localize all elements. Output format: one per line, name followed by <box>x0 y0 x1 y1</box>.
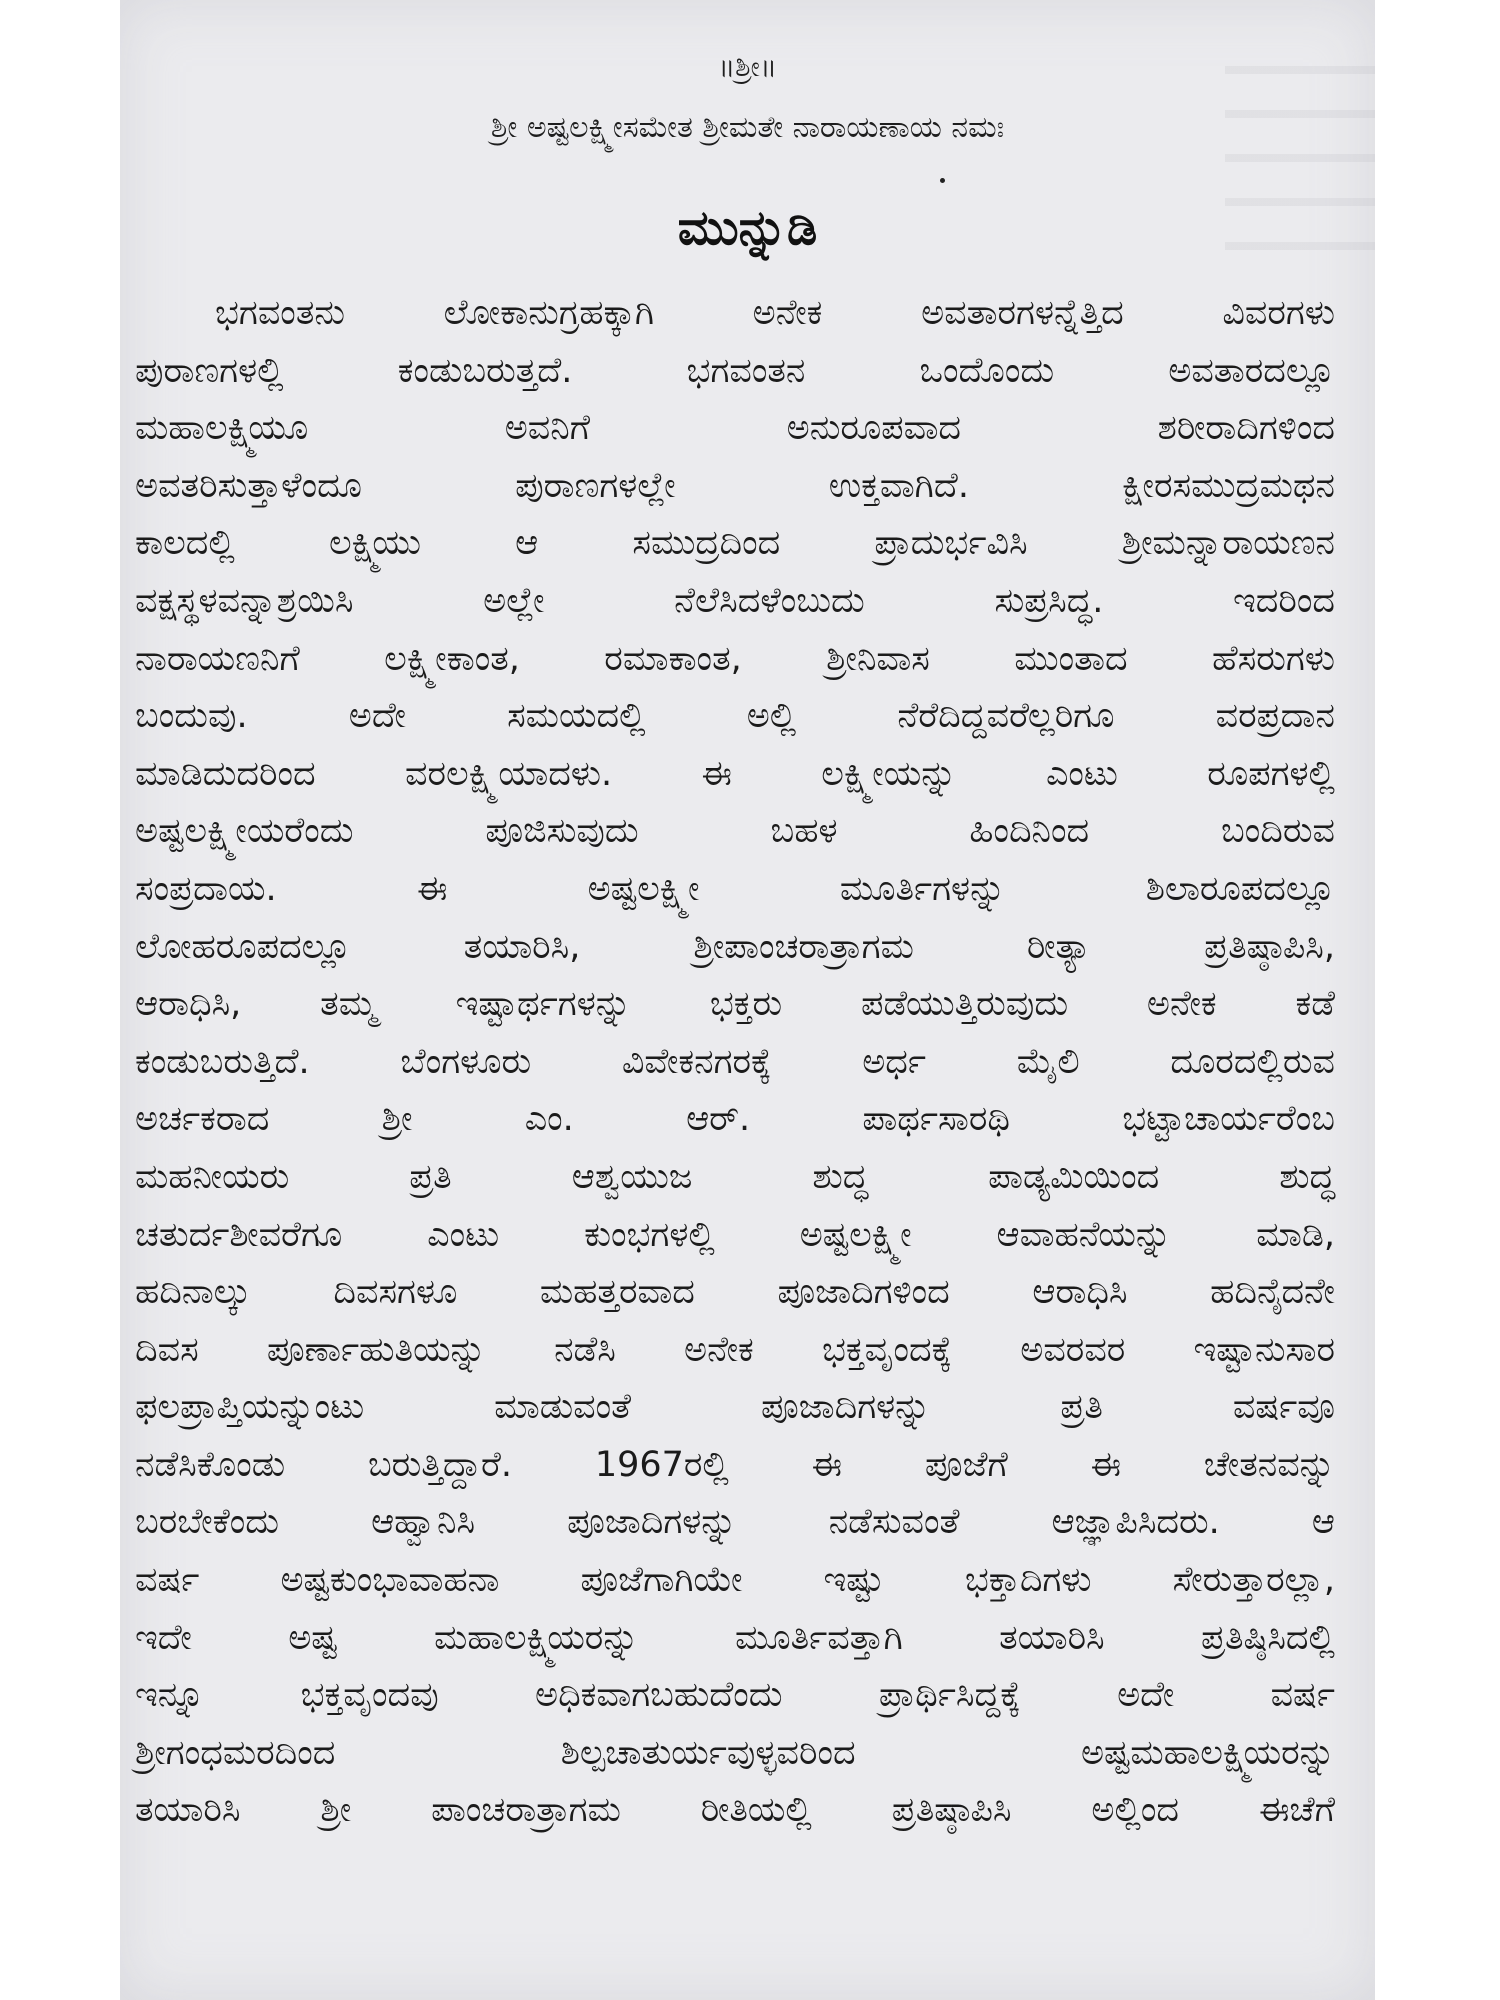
text-line: ಅವತರಿಸುತ್ತಾಳೆಂದೂ ಪುರಾಣಗಳಲ್ಲೇ ಉಕ್ತವಾಗಿದೆ. ಕ್ಷೀರಸಮುದ್ರಮಥನ <box>135 465 1335 506</box>
text-line: ಸಂಪ್ರದಾಯ. ಈ ಅಷ್ಟಲಕ್ಷ್ಮೀ ಮೂರ್ತಿಗಳನ್ನು ಶಿಲಾರೂಪದಲ್ಲೂ <box>135 868 1335 909</box>
text-line: ವಕ್ಷಸ್ಥಳವನ್ನಾಶ್ರಯಿಸಿ ಅಲ್ಲೇ ನೆಲೆಸಿದಳೆಂಬುದು ಸುಪ್ರಸಿದ್ಧ. ಇದರಿಂದ <box>135 580 1335 621</box>
text-line: ಬಂದುವು. ಅದೇ ಸಮಯದಲ್ಲಿ ಅಲ್ಲಿ ನೆರೆದಿದ್ದವರೆಲ್ಲರಿಗೂ ವರಪ್ರದಾನ <box>135 696 1335 737</box>
text-line: ಬರಬೇಕೆಂದು ಆಹ್ವಾನಿಸಿ ಪೂಜಾದಿಗಳನ್ನು ನಡೆಸುವಂತೆ ಆಜ್ಞಾಪಿಸಿದರು. ಆ <box>135 1502 1335 1543</box>
text-line: ವರ್ಷ ಅಷ್ಟಕುಂಭಾವಾಹನಾ ಪೂಜೆಗಾಗಿಯೇ ಇಷ್ಟು ಭಕ್ತಾದಿಗಳು ಸೇರುತ್ತಾರಲ್ಲಾ, <box>135 1560 1335 1601</box>
book-page <box>120 0 1375 2000</box>
text-line: ಕಾಲದಲ್ಲಿ ಲಕ್ಷ್ಮಿಯು ಆ ಸಮುದ್ರದಿಂದ ಪ್ರಾದುರ್ಭವಿಸಿ ಶ್ರೀಮನ್ನಾರಾಯಣನ <box>135 523 1335 564</box>
text-line: ಮಾಡಿದುದರಿಂದ ವರಲಕ್ಷ್ಮಿಯಾದಳು. ಈ ಲಕ್ಷ್ಮೀಯನ್ನು ಎಂಟು ರೂಪಗಳಲ್ಲಿ <box>135 753 1335 794</box>
text-line: ನಾರಾಯಣನಿಗೆ ಲಕ್ಷ್ಮೀಕಾಂತ, ರಮಾಕಾಂತ, ಶ್ರೀನಿವಾಸ ಮುಂತಾದ ಹೆಸರುಗಳು <box>135 638 1335 679</box>
ink-dot <box>940 178 945 183</box>
page-title: ಮುನ್ನುಡಿ <box>677 200 818 256</box>
text-line: ಫಲಪ್ರಾಪ್ತಿಯನ್ನುಂಟು ಮಾಡುವಂತೆ ಪೂಜಾದಿಗಳನ್ನು ಪ್ರತಿ ವರ್ಷವೂ <box>135 1387 1335 1428</box>
invocation: ॥ಶ್ರೀ॥ <box>718 50 777 83</box>
body-text <box>135 285 1335 1840</box>
text-line: ನಡೆಸಿಕೊಂಡು ಬರುತ್ತಿದ್ದಾರೆ. 1967ರಲ್ಲಿ ಈ ಪೂಜೆಗೆ ಈ ಚೇತನವನ್ನು <box>135 1444 1335 1485</box>
text-line: ಇದೇ ಅಷ್ಟ ಮಹಾಲಕ್ಷ್ಮಿಯರನ್ನು ಮೂರ್ತಿವತ್ತಾಗಿ ತಯಾರಿಸಿ ಪ್ರತಿಷ್ಠಿಸಿದಲ್ಲಿ <box>135 1617 1335 1658</box>
text-line: ಆರಾಧಿಸಿ, ತಮ್ಮ ಇಷ್ಟಾರ್ಥಗಳನ್ನು ಭಕ್ತರು ಪಡೆಯುತ್ತಿರುವುದು ಅನೇಕ ಕಡೆ <box>135 984 1335 1025</box>
text-line: ಕಂಡುಬರುತ್ತಿದೆ. ಬೆಂಗಳೂರು ವಿವೇಕನಗರಕ್ಕೆ ಅರ್ಧ ಮೈಲಿ ದೂರದಲ್ಲಿರುವ <box>135 1041 1335 1082</box>
text-line: ತಯಾರಿಸಿ ಶ್ರೀ ಪಾಂಚರಾತ್ರಾಗಮ ರೀತಿಯಲ್ಲಿ ಪ್ರತಿಷ್ಠಾಪಿಸಿ ಅಲ್ಲಿಂದ ಈಚೆಗೆ <box>135 1790 1335 1831</box>
text-line: ಭಗವಂತನು ಲೋಕಾನುಗ್ರಹಕ್ಕಾಗಿ ಅನೇಕ ಅವತಾರಗಳನ್ನೆತ್ತಿದ ವಿವರಗಳು <box>215 293 1335 333</box>
text-line: ಮಹನೀಯರು ಪ್ರತಿ ಆಶ್ವಯುಜ ಶುದ್ಧ ಪಾಡ್ಯಮಿಯಿಂದ ಶುದ್ಧ <box>135 1156 1335 1197</box>
text-line: ಶ್ರೀಗಂಧಮರದಿಂದ ಶಿಲ್ಪಚಾತುರ್ಯವುಳ್ಳವರಿಂದ ಅಷ್ಟಮಹಾಲಕ್ಷ್ಮಿಯರನ್ನು <box>135 1732 1335 1773</box>
text-line: ಚತುರ್ದಶೀವರೆಗೂ ಎಂಟು ಕುಂಭಗಳಲ್ಲಿ ಅಷ್ಟಲಕ್ಷ್ಮೀ ಆವಾಹನೆಯನ್ನು ಮಾಡಿ, <box>135 1214 1335 1255</box>
text-line: ಪುರಾಣಗಳಲ್ಲಿ ಕಂಡುಬರುತ್ತದೆ. ಭಗವಂತನ ಒಂದೊಂದು ಅವತಾರದಲ್ಲೂ <box>135 350 1335 391</box>
text-line: ದಿವಸ ಪೂರ್ಣಾಹುತಿಯನ್ನು ನಡೆಸಿ ಅನೇಕ ಭಕ್ತವೃಂದಕ್ಕೆ ಅವರವರ ಇಷ್ಟಾನುಸಾರ <box>135 1329 1335 1370</box>
text-line: ಹದಿನಾಲ್ಕು ದಿವಸಗಳೂ ಮಹತ್ತರವಾದ ಪೂಜಾದಿಗಳಿಂದ ಆರಾಧಿಸಿ ಹದಿನೈದನೇ <box>135 1272 1335 1313</box>
text-line: ಅರ್ಚಕರಾದ ಶ್ರೀ ಎಂ. ಆರ್. ಪಾರ್ಥಸಾರಥಿ ಭಟ್ಟಾಚಾರ್ಯರೆಂಬ <box>135 1099 1335 1140</box>
text-line: ಲೋಹರೂಪದಲ್ಲೂ ತಯಾರಿಸಿ, ಶ್ರೀಪಾಂಚರಾತ್ರಾಗಮ ರೀತ್ಯಾ ಪ್ರತಿಷ್ಠಾಪಿಸಿ, <box>135 926 1335 967</box>
dedication-line: ಶ್ರೀ ಅಷ್ಟಲಕ್ಷ್ಮೀಸಮೇತ ಶ್ರೀಮತೇ ನಾರಾಯಣಾಯ ನಮಃ <box>490 110 1005 145</box>
text-line: ಮಹಾಲಕ್ಷ್ಮಿಯೂ ಅವನಿಗೆ ಅನುರೂಪವಾದ ಶರೀರಾದಿಗಳಿಂದ <box>135 408 1335 449</box>
text-line: ಅಷ್ಟಲಕ್ಷ್ಮೀಯರೆಂದು ಪೂಜಿಸುವುದು ಬಹಳ ಹಿಂದಿನಿಂದ ಬಂದಿರುವ <box>135 811 1335 852</box>
text-line: ಇನ್ನೂ ಭಕ್ತವೃಂದವು ಅಧಿಕವಾಗಬಹುದೆಂದು ಪ್ರಾರ್ಥಿಸಿದ್ದಕ್ಕೆ ಅದೇ ವರ್ಷ <box>135 1675 1335 1716</box>
